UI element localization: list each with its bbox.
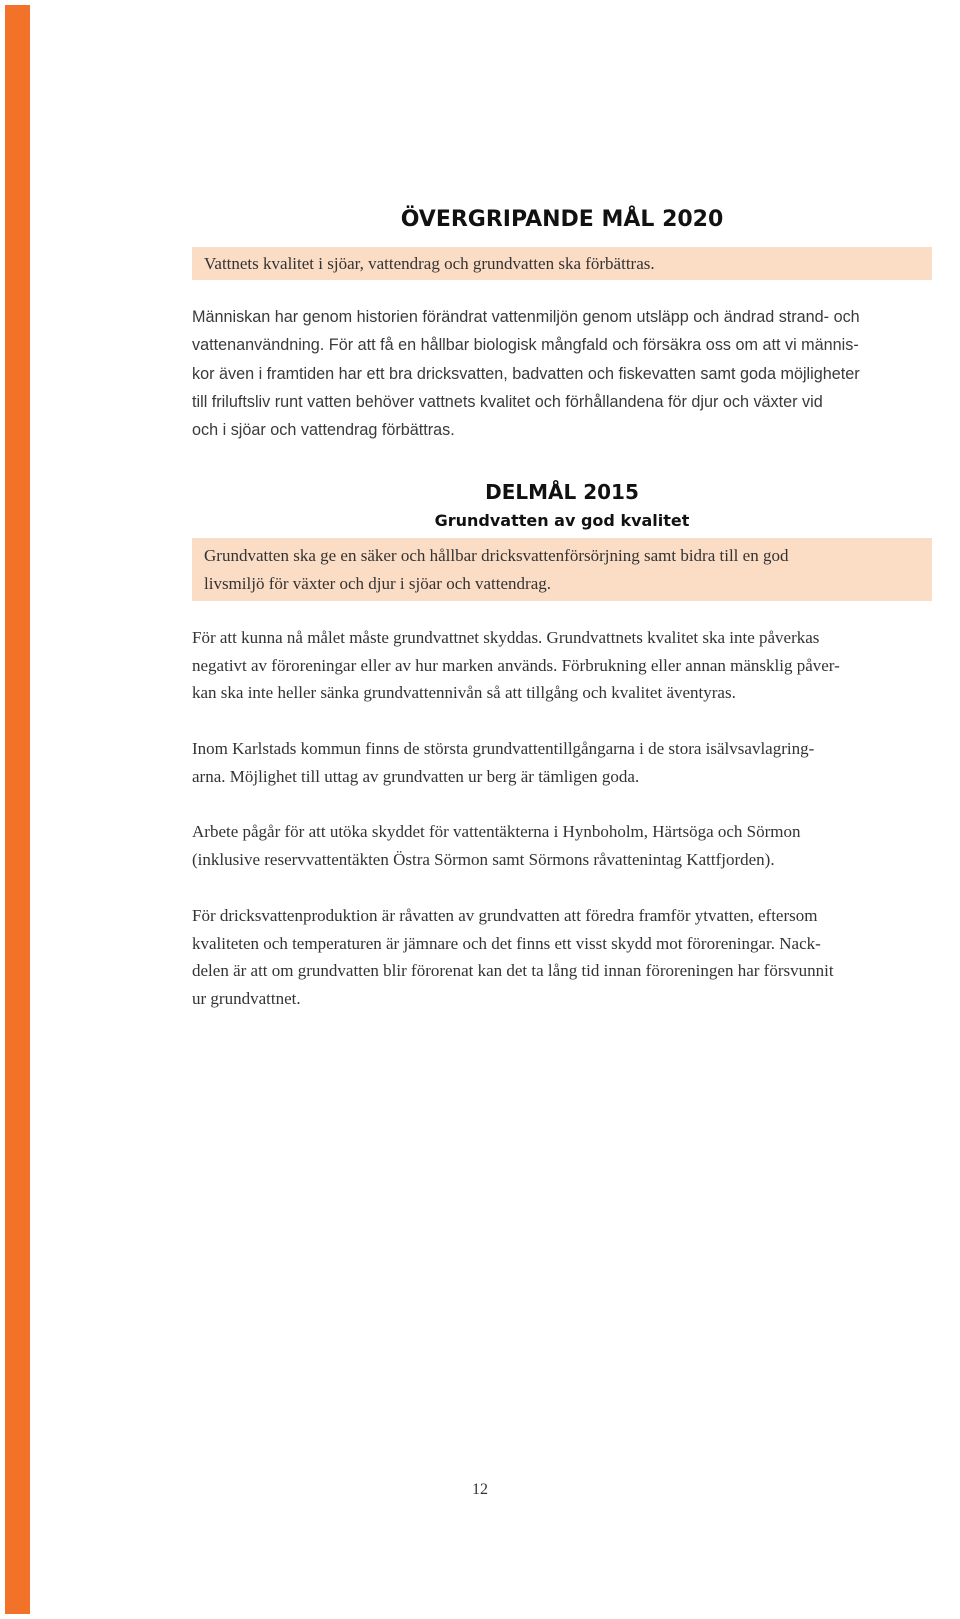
intro-line: Människan har genom historien förändrat vattenmiljön genom utsläpp och ändrad strand- och (192, 308, 860, 326)
body-paragraph-4 (192, 902, 932, 1012)
paragraph-line: delen är att om grundvatten blir förorenat kan det ta lång tid innan föroreningen har försvunnit (192, 961, 834, 980)
orange-accent-bar (5, 5, 30, 1614)
sub-heading: DELMÅL 2015 (485, 480, 639, 504)
sub-goal-line: livsmiljö för växter och djur i sjöar och vattendrag. (204, 574, 551, 593)
intro-line: och i sjöar och vattendrag förbättras. (192, 421, 455, 440)
paragraph-line: Inom Karlstads kommun finns de största grundvattentillgångarna i de stora isälvsavlagring- (192, 739, 815, 758)
sub-goal-box (192, 538, 932, 601)
paragraph-line: negativt av föroreningar eller av hur marken används. Förbrukning eller annan mänsklig påver- (192, 655, 840, 675)
main-heading: ÖVERGRIPANDE MÅL 2020 (400, 207, 724, 232)
main-goal-text: Vattnets kvalitet i sjöar, vattendrag och grundvatten ska förbättras. (204, 254, 655, 273)
paragraph-line: För att kunna nå målet måste grundvattnet skyddas. Grundvattnets kvalitet ska inte påverkas (192, 628, 820, 647)
body-paragraph-2 (192, 735, 932, 790)
paragraph-line: kvaliteten och temperaturen är jämnare och det finns ett visst skydd mot föroreningar. Nack- (192, 933, 821, 953)
intro-paragraph (192, 303, 932, 444)
sub-title: Grundvatten av god kvalitet (434, 511, 690, 530)
intro-line: vattenanvändning. För att få en hållbar biologisk mångfald och försäkra oss om att vi männis- (192, 336, 859, 355)
paragraph-line: ur grundvattnet. (192, 988, 301, 1008)
intro-line: kor även i framtiden har ett bra dricksvatten, badvatten och fiskevatten samt goda möjligheter (192, 364, 860, 383)
sub-goal-line: Grundvatten ska ge en säker och hållbar dricksvattenförsörjning samt bidra till en god (204, 546, 789, 565)
paragraph-line: För dricksvattenproduktion är råvatten av grundvatten att föredra framför ytvatten, eftersom (192, 906, 818, 925)
paragraph-line: arna. Möjlighet till uttag av grundvatten ur berg är tämligen goda. (192, 766, 640, 786)
paragraph-line: (inklusive reservvattentäkten Östra Sörmon samt Sörmons råvattenintag Kattfjorden). (192, 849, 775, 869)
paragraph-line: Arbete pågår för att utöka skyddet för vattentäkterna i Hynboholm, Härtsöga och Sörmon (192, 822, 801, 841)
page-number: 12 (472, 1481, 488, 1498)
intro-line: till friluftsliv runt vatten behöver vattnets kvalitet och förhållandena för djur och växter vid (192, 392, 823, 411)
body-paragraph-3 (192, 818, 932, 873)
body-paragraph-1 (192, 624, 932, 707)
paragraph-line: kan ska inte heller sänka grundvattennivån så att tillgång och kvalitet äventyras. (192, 683, 736, 702)
main-goal-box (192, 247, 932, 280)
